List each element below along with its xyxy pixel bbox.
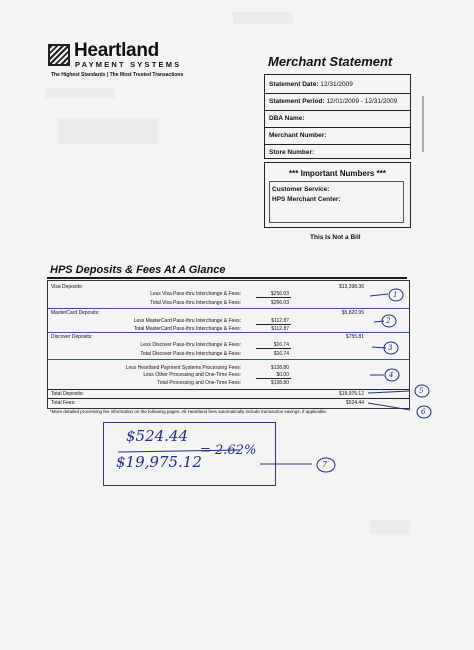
- customer-service-label: Customer Service:: [272, 186, 330, 193]
- marker-label-4: 4: [389, 371, 394, 379]
- visa-less-value: $256.03: [270, 291, 289, 297]
- marker-label-5: 5: [419, 387, 424, 395]
- not-a-bill-notice: This Is Not a Bill: [310, 234, 361, 241]
- statement-date-label: Statement Date:: [269, 81, 319, 88]
- arrow-6: [368, 403, 410, 410]
- arrow-5: [368, 391, 410, 393]
- marker-label-1: 1: [393, 291, 398, 299]
- statement-period-value: 12/01/2009 - 12/31/2009: [326, 98, 398, 105]
- calc-result: = 2.62%: [200, 443, 257, 458]
- visa-less-label: Less Visa Pass-thru Interchange & Fees:: [150, 291, 241, 297]
- statement-date-value: 12/31/2009: [320, 81, 353, 88]
- logo-tagline: The Highest Standards | The Most Trusted Transactions: [51, 72, 184, 78]
- dba-name-label: DBA Name:: [269, 115, 305, 122]
- arrow-1: [370, 294, 388, 296]
- discover-less-label: Less Discover Pass-thru Interchange & Fees:: [140, 342, 241, 348]
- marker-label-7: 7: [322, 460, 328, 469]
- hps-processing-fees-label: Less Heartland Payment Systems Processing Fees:: [125, 365, 241, 371]
- other-fees-value: $0.00: [276, 372, 289, 378]
- discover-total-value: $16.74: [273, 351, 289, 357]
- merchant-center-label: HPS Merchant Center:: [272, 196, 341, 203]
- calc-denominator: $19,975.12: [116, 453, 202, 471]
- mastercard-total-value: $112.87: [271, 326, 289, 332]
- hps-section-title: HPS Deposits & Fees At A Glance: [50, 264, 226, 276]
- mastercard-deposits-label: MasterCard Deposits:: [51, 310, 100, 316]
- fees-footnote: *More detailed processing fee information on the following pages. All Heartland fees automatically include transaction savings, if applicable.: [50, 409, 328, 414]
- other-fees-label: Less Other Processing and One-Time Fees:: [143, 372, 241, 378]
- store-number-label: Store Number:: [269, 149, 315, 156]
- total-deposits-label: Total Deposits:: [51, 391, 84, 397]
- visa-total-value: $256.03: [270, 300, 289, 306]
- logo-name: Heartland: [74, 40, 159, 61]
- discover-less-value: $16.74: [273, 342, 289, 348]
- marker-label-3: 3: [388, 344, 393, 352]
- logo-subtitle: PAYMENT SYSTEMS: [75, 60, 182, 69]
- discover-total-label: Total Discover Pass-thru Interchange & Fees:: [140, 351, 241, 357]
- important-numbers-title: *** Important Numbers ***: [289, 169, 386, 178]
- mastercard-less-label: Less MasterCard Pass-thru Interchange & Fees:: [133, 318, 241, 324]
- marker-label-6: 6: [421, 408, 426, 416]
- discover-deposits-total: $755.81: [345, 334, 364, 340]
- total-deposits-value: $19,975.12: [338, 391, 364, 397]
- calc-numerator: $524.44: [126, 427, 189, 445]
- total-processing-value: $138.80: [270, 380, 289, 386]
- visa-deposits-total: $13,398.36: [338, 284, 364, 290]
- handwritten-calculation-box: [103, 422, 276, 486]
- hps-processing-fees-value: $138.80: [270, 365, 289, 371]
- statement-period-label: Statement Period:: [269, 98, 325, 105]
- statement-title: Merchant Statement: [268, 54, 393, 69]
- marker-label-2: 2: [386, 317, 391, 325]
- visa-total-label: Total Visa Pass-thru Interchange & Fees:: [150, 300, 241, 306]
- total-fees-label: Total Fees:: [51, 400, 76, 406]
- total-fees-value: $524.44: [345, 400, 364, 406]
- mastercard-less-value: $112.87: [271, 318, 289, 324]
- total-processing-label: Total Processing and One-Time Fees:: [157, 380, 241, 386]
- discover-deposits-label: Discover Deposits:: [51, 334, 93, 340]
- merchant-number-label: Merchant Number:: [269, 132, 327, 139]
- mastercard-deposits-total: $5,820.95: [341, 310, 364, 316]
- visa-deposits-label: Visa Deposits:: [51, 284, 83, 290]
- mastercard-total-label: Total MasterCard Pass-thru Interchange & Fees:: [133, 326, 241, 332]
